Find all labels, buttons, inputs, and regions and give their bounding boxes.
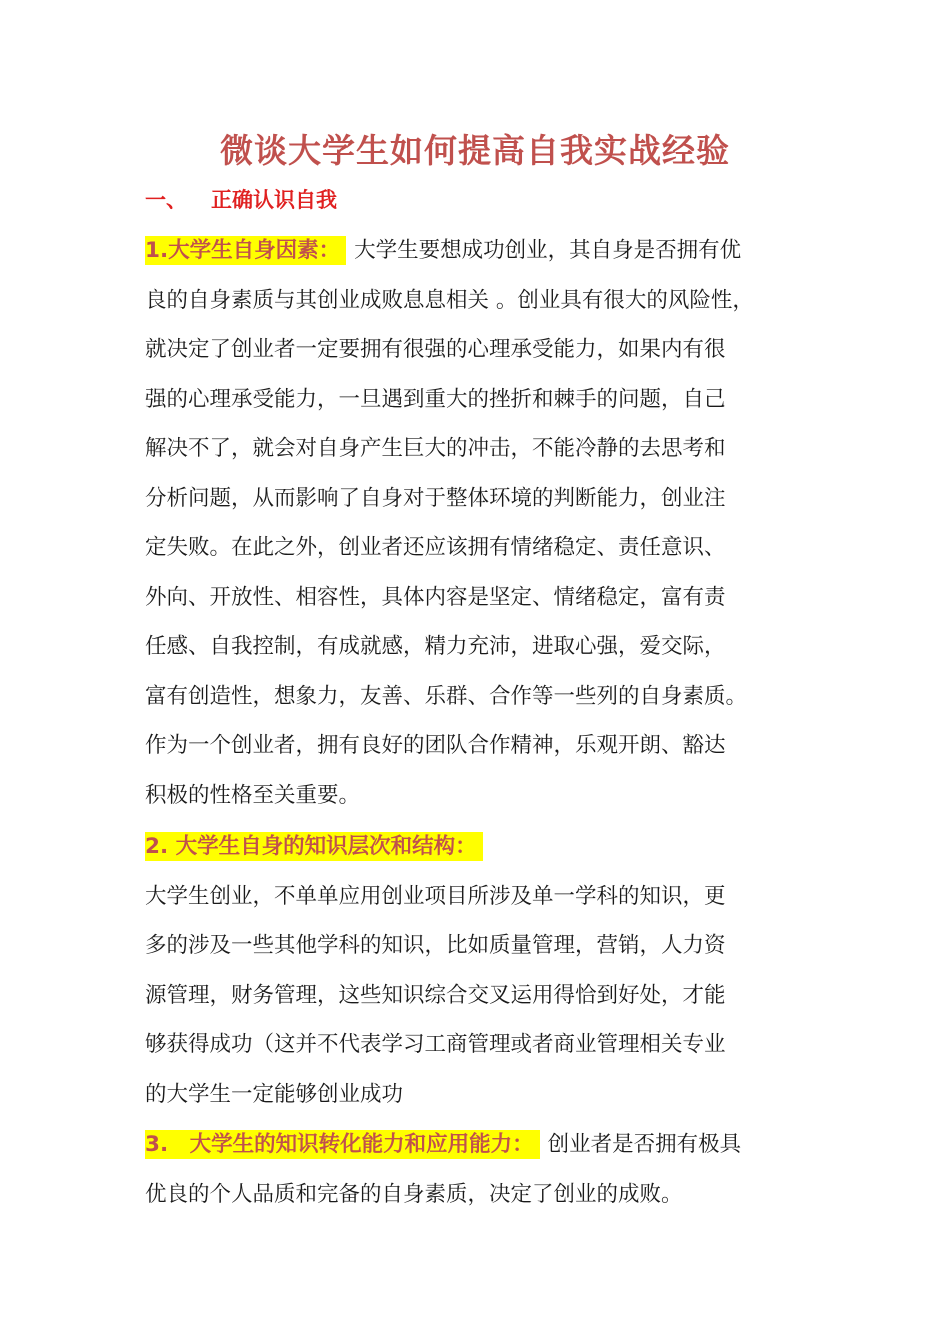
paragraph-line [145, 1120, 815, 1170]
paragraph-line: 的大学生一定能够创业成功 [145, 1081, 404, 1107]
paragraph-line: 就决定了创业者一定要拥有很强的心理承受能力，如果内有很 [145, 337, 726, 362]
paragraph-line: 强的心理承受能力，一旦遇到重大的挫折和棘手的问题，自己 [145, 386, 726, 412]
paragraph-line [145, 822, 815, 872]
paragraph-line: 分析问题，从而影响了自身对于整体环境的判断能力，创业注 [145, 485, 726, 511]
paragraph-line: 优良的个人品质和完备的自身素质，决定了创业的成败。 [145, 1181, 683, 1207]
paragraph-text: 大学生要想成功创业，其自身是否拥有优 [354, 238, 742, 263]
paragraph-line: 作为一个创业者，拥有良好的团队合作精神，乐观开朗、豁达 [145, 733, 726, 758]
paragraph-line: 良的自身素质与其创业成败息息相关 。创业具有很大的风险性， [145, 287, 754, 313]
paragraph-line: 任感、自我控制，有成就感，精力充沛，进取心强，爱交际， [145, 634, 726, 659]
paragraph-line: 多的涉及一些其他学科的知识，比如质量管理，营销，人力资 [145, 933, 726, 958]
paragraph-line: 解决不了，就会对自身产生巨大的冲击，不能冷静的去思考和 [145, 436, 726, 461]
highlighted-label: 1.大学生自身因素： [145, 236, 346, 265]
paragraph-line: 源管理，财务管理，这些知识综合交叉运用得恰到好处，才能 [145, 982, 726, 1008]
paragraph-line [145, 226, 815, 276]
highlighted-label: 2. 大学生自身的知识层次和结构： [145, 832, 483, 861]
section-heading-text: 正确认识自我 [211, 188, 337, 212]
section-number: 一、 [145, 188, 187, 212]
paragraph-line: 定失败。在此之外，创业者还应该拥有情绪稳定、责任意识、 [145, 535, 726, 560]
paragraph-line: 富有创造性，想象力，友善、乐群、合作等一些列的自身素质。 [145, 683, 748, 709]
highlighted-label: 3. 大学生的知识转化能力和应用能力： [145, 1130, 540, 1159]
paragraph-item-1 [145, 226, 815, 820]
paragraph-item-2 [145, 822, 815, 1119]
paragraph-text: 创业者是否拥有极具 [547, 1132, 742, 1157]
paragraph-line: 外向、开放性、相容性，具体内容是坚定、情绪稳定，富有责 [145, 584, 726, 610]
document-title: 微谈大学生如何提高自我实战经验 [220, 131, 730, 170]
paragraph-line: 积极的性格至关重要。 [145, 782, 361, 808]
paragraph-line: 够获得成功（这并不代表学习工商管理或者商业管理相关专业 [145, 1032, 726, 1057]
section-heading [145, 184, 337, 216]
paragraph-item-3 [145, 1120, 815, 1219]
paragraph-line: 大学生创业，不单单应用创业项目所涉及单一学科的知识，更 [145, 883, 726, 909]
